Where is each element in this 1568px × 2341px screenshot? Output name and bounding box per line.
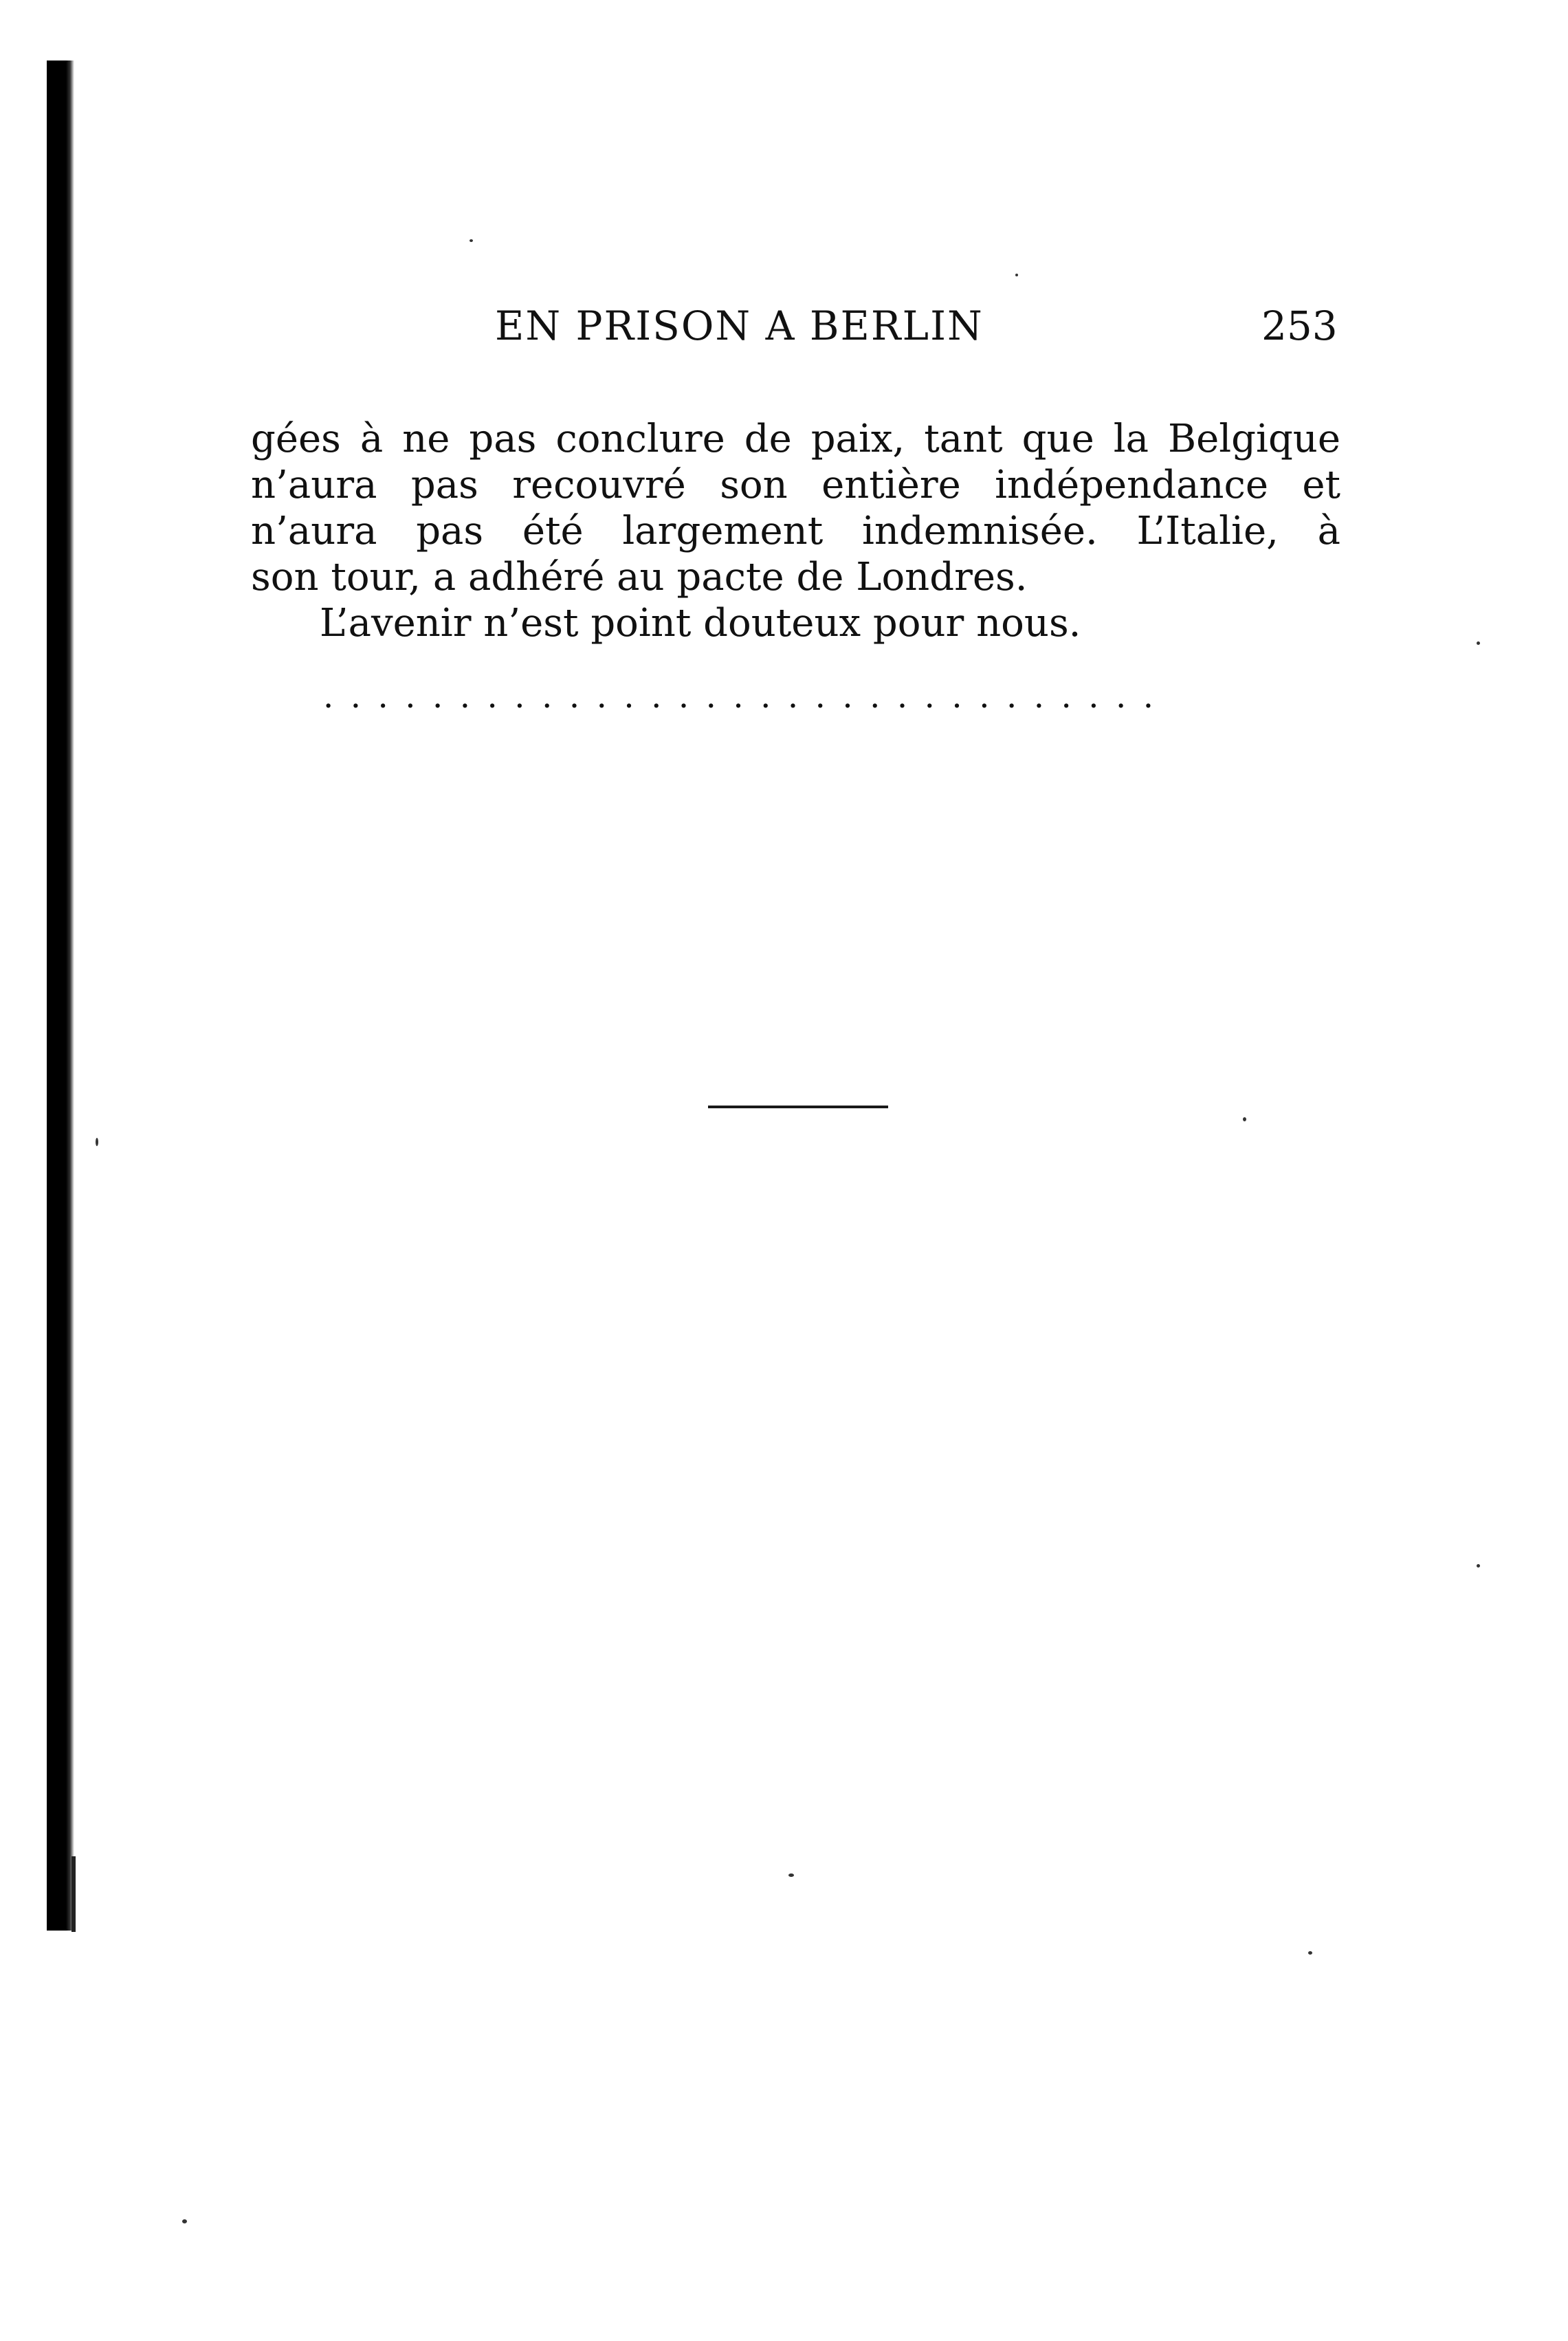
paragraph-line: n’aura pas recouvré son entière indépendance et — [251, 463, 1340, 507]
running-head: EN PRISON A BERLIN — [495, 303, 984, 349]
print-speck — [1015, 274, 1018, 276]
print-speck — [1477, 641, 1480, 645]
page-binding-edge — [47, 61, 74, 1931]
print-speck — [470, 239, 473, 242]
print-speck — [1308, 1951, 1312, 1955]
print-speck — [1477, 1564, 1480, 1568]
print-speck — [182, 2219, 187, 2223]
print-speck — [788, 1873, 794, 1877]
page-binding-tail — [71, 1856, 76, 1932]
paragraph-line: L’avenir n’est point douteux pour nous. — [320, 601, 1081, 646]
paragraph-line: son tour, a adhéré au pacte de Londres. — [251, 555, 1028, 600]
page-number: 253 — [1261, 303, 1338, 349]
end-rule — [708, 1106, 888, 1108]
print-speck — [96, 1138, 98, 1146]
paragraph-line: gées à ne pas conclure de paix, tant que la Belgique — [251, 417, 1340, 461]
ellipsis-row: ............................... — [323, 677, 1171, 716]
print-speck — [1243, 1117, 1246, 1121]
body-text — [251, 416, 1340, 646]
paragraph-line: n’aura pas été largement indemnisée. L’Italie, à — [251, 509, 1340, 553]
